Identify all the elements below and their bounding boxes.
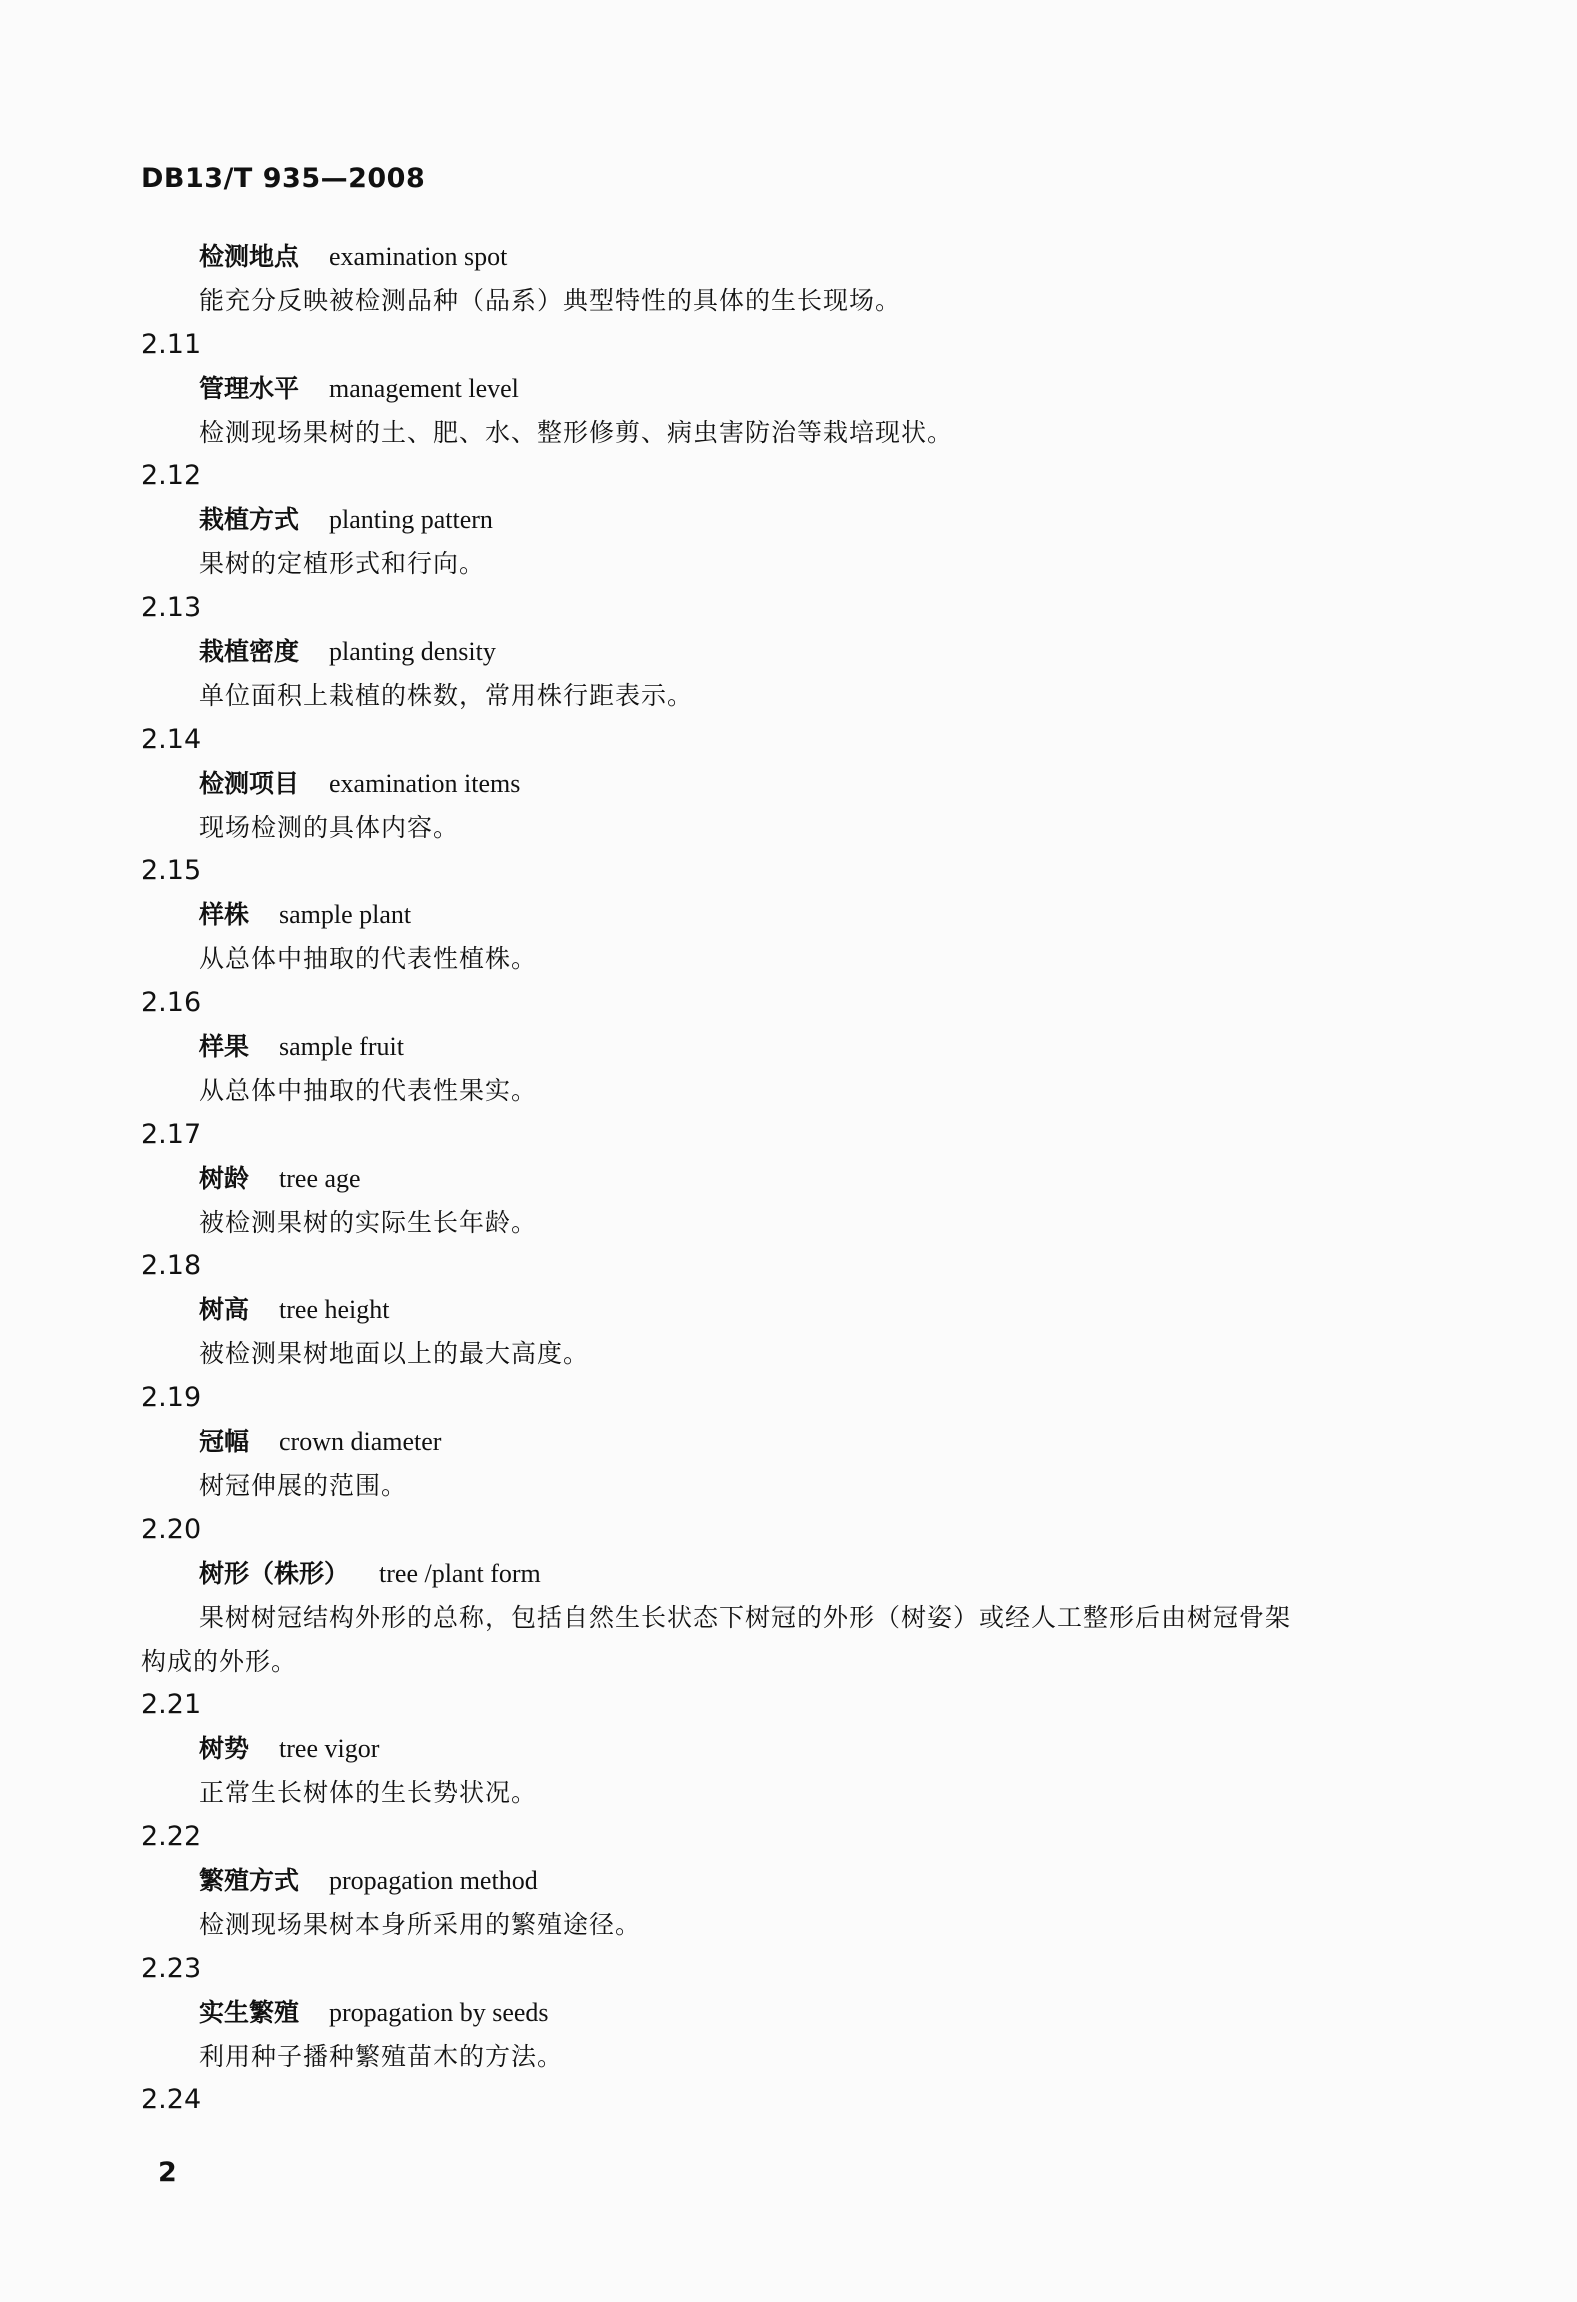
- term-line: [0, 630, 1577, 674]
- section-number: 2.13: [141, 592, 202, 624]
- document-code: DB13/T 935—2008: [141, 163, 426, 194]
- term-en: propagation by seeds: [329, 1997, 549, 2027]
- term-line: [0, 1859, 1577, 1903]
- term-en: tree age: [279, 1163, 361, 1193]
- term-en: tree /plant form: [379, 1558, 541, 1588]
- section-number: 2.22: [141, 1821, 202, 1853]
- term-line: [0, 235, 1577, 279]
- definition-line: 从总体中抽取的代表性果实。: [199, 1075, 538, 1105]
- term-en: sample fruit: [279, 1032, 404, 1062]
- term-en: planting pattern: [329, 505, 493, 535]
- term-line: [0, 762, 1577, 806]
- term-line: [0, 1157, 1577, 1201]
- page-number: 2: [158, 2157, 177, 2188]
- term-line: [0, 893, 1577, 937]
- term-en: sample plant: [279, 900, 412, 930]
- term-zh: 检测地点: [199, 242, 300, 271]
- term-line: [0, 1288, 1577, 1332]
- term-en: tree vigor: [279, 1734, 380, 1764]
- term-en: examination spot: [329, 242, 508, 271]
- term-en: examination items: [329, 768, 521, 798]
- section-number: 2.11: [141, 328, 202, 360]
- section-number: 2.17: [141, 1118, 202, 1150]
- definition-line: 正常生长树体的生长势状况。: [199, 1778, 538, 1808]
- term-zh: 管理水平: [199, 373, 300, 403]
- term-zh: 栽植密度: [199, 637, 300, 667]
- definition-line: 现场检测的具体内容。: [199, 812, 460, 842]
- section-number: 2.23: [141, 1952, 202, 1984]
- term-line: [0, 1991, 1577, 2035]
- term-en: crown diameter: [279, 1427, 442, 1457]
- section-number: 2.20: [141, 1513, 202, 1545]
- term-line: [0, 1727, 1577, 1771]
- term-line: [0, 1025, 1577, 1069]
- term-list: [0, 235, 1577, 2122]
- definition-line: 能充分反映被检测品种（品系）典型特性的具体的生长现场。: [199, 285, 902, 315]
- term-en: propagation method: [329, 1865, 538, 1895]
- term-zh: 树势: [199, 1734, 250, 1764]
- definition-line: 树冠伸展的范围。: [199, 1470, 408, 1500]
- definition-line: 从总体中抽取的代表性植株。: [199, 944, 538, 974]
- definition-line: 被检测果树地面以上的最大高度。: [199, 1339, 590, 1369]
- section-number: 2.21: [141, 1689, 202, 1721]
- term-zh: 样株: [199, 900, 250, 930]
- definition-line-continued: 构成的外形。: [141, 1646, 298, 1676]
- definition-line: 果树的定植形式和行向。: [199, 549, 486, 579]
- term-zh: 树形（株形）: [199, 1558, 350, 1588]
- term-en: planting density: [329, 637, 496, 667]
- section-number: 2.18: [141, 1250, 202, 1282]
- term-zh: 栽植方式: [199, 505, 300, 535]
- term-line: [0, 498, 1577, 542]
- term-zh: 冠幅: [199, 1427, 250, 1457]
- term-en: tree height: [279, 1295, 390, 1325]
- definition-line: 利用种子播种繁殖苗木的方法。: [199, 2041, 564, 2071]
- term-line: [0, 1420, 1577, 1464]
- term-en: management level: [329, 373, 519, 403]
- term-zh: 树龄: [199, 1163, 250, 1193]
- section-number: 2.24: [141, 2084, 202, 2116]
- section-number: 2.19: [141, 1382, 202, 1414]
- section-number: 2.12: [141, 460, 202, 492]
- term-line: [0, 1552, 1577, 1596]
- definition-line: 检测现场果树的土、肥、水、整形修剪、病虫害防治等栽培现状。: [199, 417, 954, 447]
- definition-line: 被检测果树的实际生长年龄。: [199, 1207, 538, 1237]
- term-zh: 检测项目: [199, 768, 300, 798]
- section-number: 2.16: [141, 987, 202, 1019]
- definition-line: 检测现场果树本身所采用的繁殖途径。: [199, 1909, 642, 1939]
- term-line: [0, 367, 1577, 411]
- term-zh: 树高: [199, 1295, 250, 1325]
- term-zh: 实生繁殖: [199, 1997, 300, 2027]
- term-zh: 繁殖方式: [199, 1865, 300, 1895]
- term-zh: 样果: [199, 1032, 250, 1062]
- definition-line: 果树树冠结构外形的总称，包括自然生长状态下树冠的外形（树姿）或经人工整形后由树冠骨架: [199, 1602, 1292, 1632]
- section-number: 2.15: [141, 855, 202, 887]
- section-number: 2.14: [141, 723, 202, 755]
- definition-line: 单位面积上栽植的株数，常用株行距表示。: [199, 680, 694, 710]
